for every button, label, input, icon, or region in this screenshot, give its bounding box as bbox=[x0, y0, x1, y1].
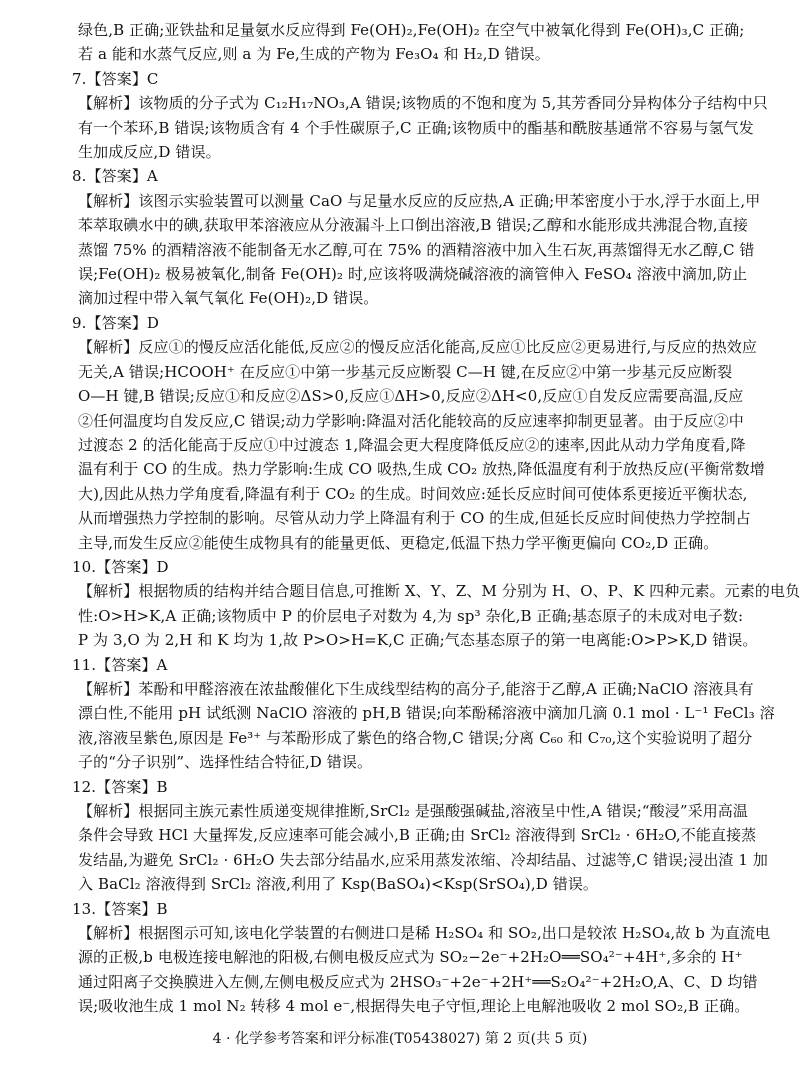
analysis-line: 条件会导致 HCl 大量挥发,反应速率可能会减小,B 正确;由 SrCl₂ 溶液得到 SrCl₂ · 6H₂O,不能直接蒸 bbox=[78, 826, 757, 845]
analysis-line: O—H 键,B 错误;反应①和反应②ΔS>0,反应①ΔH>0,反应②ΔH<0,反应①自发反应需要高温,反应 bbox=[78, 387, 744, 406]
question-number: 8. bbox=[72, 167, 87, 186]
analysis-line: 大),因此从热力学角度看,降温有利于 CO₂ 的生成。时间效应:延长反应时间可使体系更接近平衡状态, bbox=[78, 484, 748, 503]
analysis-line: 【解析】反应①的慢反应活化能低,反应②的慢反应活化能高,反应①比反应②更易进行,与反应的热效应 bbox=[78, 338, 758, 357]
answer-label: 【答案】D bbox=[86, 313, 160, 332]
lead-paragraph bbox=[78, 18, 748, 67]
analysis-line: 液,溶液呈紫色,原因是 Fe³⁺ 与苯酚形成了紫色的络合物,C 错误;分离 C₆₀ 和 C₇₀,这个实验说明了超分 bbox=[78, 728, 753, 747]
question-number: 13. bbox=[72, 899, 97, 918]
analysis-line: 误;Fe(OH)₂ 极易被氧化,制备 Fe(OH)₂ 时,应该将吸满烧碱溶液的滴管伸入 FeSO₄ 溶液中滴加,防止 bbox=[78, 265, 748, 284]
answer-item bbox=[72, 653, 775, 775]
text-line: 若 a 能和水蒸气反应,则 a 为 Fe,生成的产物为 Fe₃O₄ 和 H₂,D 错误。 bbox=[78, 45, 550, 64]
answer-item bbox=[72, 311, 765, 555]
answer-item bbox=[72, 164, 761, 310]
answer-label: 【答案】A bbox=[96, 655, 168, 674]
analysis-line: 有一个苯环,B 错误;该物质含有 4 个手性碳原子,C 正确;该物质中的酯基和酰胺基通常不容易与氢气发 bbox=[78, 118, 754, 137]
analysis-line: 源的正极,b 电极连接电解池的阳极,右侧电极反应式为 SO₂−2e⁻+2H₂O══SO₄²⁻+4H⁺,多余的 H⁺ bbox=[78, 948, 743, 967]
answer-heading bbox=[72, 775, 748, 799]
answer-heading bbox=[72, 897, 748, 921]
answer-list bbox=[72, 67, 800, 1019]
question-number: 10. bbox=[72, 557, 97, 576]
analysis-line: 主导,而发生反应②能使生成物具有的能量更低、更稳定,低温下热力学平衡更偏向 CO₂,D 正确。 bbox=[78, 533, 719, 552]
question-number: 9. bbox=[72, 313, 87, 332]
analysis-line: 滴加过程中带入氧气氧化 Fe(OH)₂,D 错误。 bbox=[78, 289, 379, 308]
answer-heading bbox=[72, 555, 748, 579]
answer-item bbox=[72, 775, 768, 897]
answer-label: 【答案】D bbox=[96, 557, 169, 576]
answer-label: 【答案】C bbox=[86, 69, 159, 88]
analysis-line: 入 BaCl₂ 溶液得到 SrCl₂ 溶液,利用了 Ksp(BaSO₄)<Ksp(SrSO₄),D 错误。 bbox=[78, 875, 599, 894]
analysis-line: 性:O>H>K,A 正确;该物质中 P 的价层电子对数为 4,为 sp³ 杂化,B 正确;基态原子的未成对电子数: bbox=[78, 606, 744, 625]
analysis-line: 【解析】苯酚和甲醛溶液在浓盐酸催化下生成线型结构的高分子,能溶于乙醇,A 正确;NaClO 溶液具有 bbox=[78, 679, 754, 698]
analysis-line: ②任何温度均自发反应,C 错误;动力学影响:降温对活化能较高的反应速率抑制更显著。由于反应②中 bbox=[78, 411, 744, 430]
analysis-line: 【解析】根据物质的结构并结合题目信息,可推断 X、Y、Z、M 分别为 H、O、P、K 四种元素。元素的电负 bbox=[78, 582, 800, 601]
answer-item bbox=[72, 67, 768, 165]
analysis-line: 【解析】该图示实验装置可以测量 CaO 与足量水反应的反应热,A 正确;甲苯密度小于水,浮于水面上,甲 bbox=[78, 191, 761, 210]
analysis-line: P 为 3,O 为 2,H 和 K 均为 1,故 P>O>H=K,C 正确;气态基态原子的第一电离能:O>P>K,D 错误。 bbox=[78, 631, 758, 650]
answer-item bbox=[72, 897, 771, 1019]
analysis-line: 子的“分子识别”、选择性结合特征,D 错误。 bbox=[78, 753, 373, 772]
analysis-line: 苯萃取碘水中的碘,获取甲苯溶液应从分液漏斗上口倒出溶液,B 错误;乙醇和水能形成共沸混合物,直接 bbox=[78, 216, 748, 235]
text-line: 绿色,B 正确;亚铁盐和足量氨水反应得到 Fe(OH)₂,Fe(OH)₂ 在空气中被氧化得到 Fe(OH)₃,C 正确; bbox=[78, 21, 745, 39]
answer-heading bbox=[72, 164, 748, 188]
analysis-line: 【解析】该物质的分子式为 C₁₂H₁₇NO₃,A 错误;该物质的不饱和度为 5,其芳香同分异构体分子结构中只 bbox=[78, 94, 768, 113]
analysis-line: 从而增强热力学控制的影响。尽管从动力学上降温有利于 CO 的生成,但延长反应时间使热力学控制占 bbox=[78, 509, 751, 528]
answer-label: 【答案】B bbox=[96, 777, 168, 796]
analysis-line: 通过阳离子交换膜进入左侧,左侧电极反应式为 2HSO₃⁻+2e⁻+2H⁺══S₂O₄²⁻+2H₂O,A、C、D 均错 bbox=[78, 972, 758, 991]
answer-heading bbox=[72, 67, 748, 91]
page-footer: 4 · 化学参考答案和评分标准(T05438027) 第 2 页(共 5 页) bbox=[212, 1031, 588, 1047]
answer-heading bbox=[72, 653, 748, 677]
answer-item bbox=[72, 555, 800, 653]
analysis-line: 蒸馏 75% 的酒精溶液不能制备无水乙醇,可在 75% 的酒精溶液中加入生石灰,再蒸馏得无水乙醇,C 错 bbox=[78, 240, 755, 259]
analysis-line: 漂白性,不能用 pH 试纸测 NaClO 溶液的 pH,B 错误;向苯酚稀溶液中滴加几滴 0.1 mol · L⁻¹ FeCl₃ 溶 bbox=[78, 704, 775, 723]
analysis-line: 误;吸收池生成 1 mol N₂ 转移 4 mol e⁻,根据得失电子守恒,理论上电解池吸收 2 mol SO₂,B 正确。 bbox=[78, 997, 750, 1016]
analysis-line: 过渡态 2 的活化能高于反应①中过渡态 1,降温会更大程度降低反应②的速率,因此从动力学角度看,降 bbox=[78, 435, 746, 454]
analysis-line: 温有利于 CO 的生成。热力学影响:生成 CO 吸热,生成 CO₂ 放热,降低温度有利于放热反应(平衡常数增 bbox=[78, 460, 765, 479]
analysis-line: 无关,A 错误;HCOOH⁺ 在反应①中第一步基元反应断裂 C—H 键,在反应②中第一步基元反应断裂 bbox=[78, 362, 733, 381]
answer-label: 【答案】A bbox=[86, 167, 158, 186]
analysis-line: 生加成反应,D 错误。 bbox=[78, 143, 221, 162]
question-number: 12. bbox=[72, 777, 97, 796]
question-number: 11. bbox=[72, 655, 97, 674]
analysis-line: 【解析】根据同主族元素性质递变规律推断,SrCl₂ 是强酸强碱盐,溶液呈中性,A 错误;“酸浸”采用高温 bbox=[78, 802, 749, 820]
answer-heading bbox=[72, 311, 748, 335]
question-number: 7. bbox=[72, 69, 87, 88]
answer-label: 【答案】B bbox=[96, 899, 168, 918]
analysis-line: 【解析】根据图示可知,该电化学装置的右侧进口是稀 H₂SO₄ 和 SO₂,出口是较浓 H₂SO₄,故 b 为直流电 bbox=[78, 924, 771, 943]
analysis-line: 发结晶,为避免 SrCl₂ · 6H₂O 失去部分结晶水,应采用蒸发浓缩、冷却结晶、过滤等,C 错误;浸出渣 1 加 bbox=[78, 850, 768, 869]
